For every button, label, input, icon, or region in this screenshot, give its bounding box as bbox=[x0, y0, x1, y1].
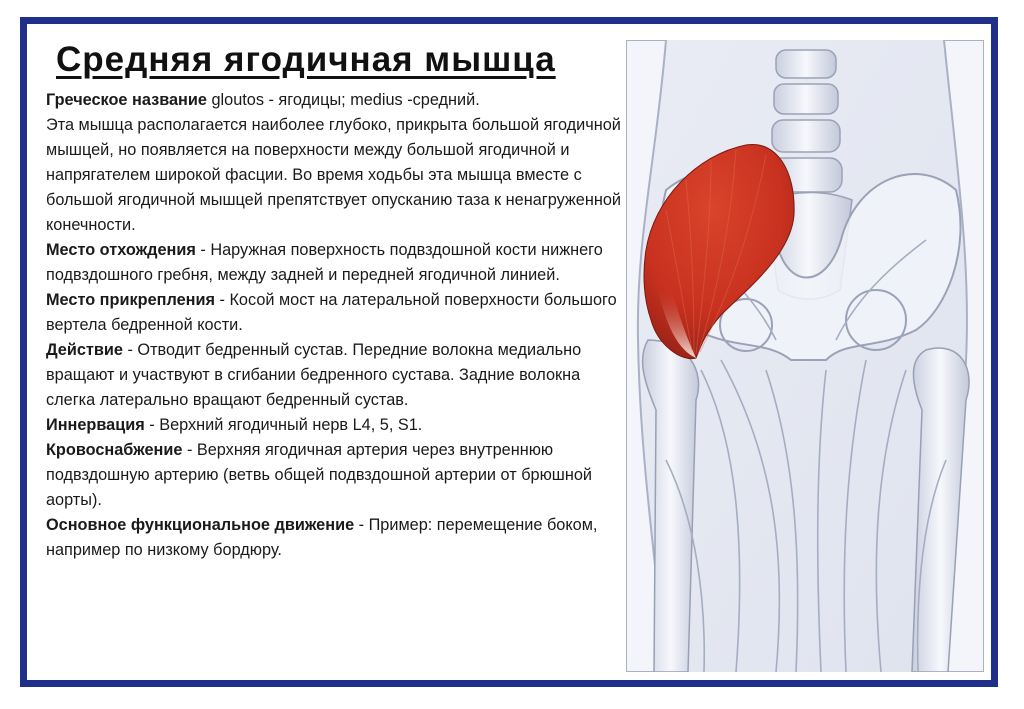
text-functional-movement: - Пример: перемещение боком, например по низкому бордюру. bbox=[46, 516, 598, 559]
anatomy-illustration bbox=[626, 40, 984, 672]
paragraph-blood-supply bbox=[46, 438, 628, 513]
text-blood-supply: - Верхняя ягодичная артерия через внутреннюю подвздошную артерию (ветвь общей подвздошной артерии от брюшной аорты). bbox=[46, 441, 592, 509]
text-origin: - Наружная поверхность подвздошной кости нижнего подвздошного гребня, между задней и передней ягодичной линией. bbox=[46, 241, 603, 284]
label-action: Действие bbox=[46, 341, 123, 359]
description-text bbox=[46, 88, 628, 563]
page-title: Средняя ягодичная мышца bbox=[56, 40, 556, 79]
paragraph-origin bbox=[46, 238, 628, 288]
paragraph-action bbox=[46, 338, 628, 413]
paragraph-greek-name bbox=[46, 88, 628, 238]
label-functional-movement: Основное функциональное движение bbox=[46, 516, 355, 534]
text-innervation: - Верхний ягодичный нерв L4, 5, S1. bbox=[144, 416, 423, 434]
paragraph-innervation bbox=[46, 413, 628, 438]
label-greek-name: Греческое название bbox=[46, 91, 207, 109]
paragraph-insertion bbox=[46, 288, 628, 338]
text-action: - Отводит бедренный сустав. Передние волокна медиально вращают и участвуют в сгибании бедренного сустава. Задние волокна слегка латерально вращают бедренный сустав. bbox=[46, 341, 582, 409]
label-origin: Место отхождения bbox=[46, 241, 196, 259]
text-insertion: - Косой мост на латеральной поверхности большого вертела бедренной кости. bbox=[46, 291, 617, 334]
paragraph-functional-movement bbox=[46, 513, 628, 563]
label-blood-supply: Кровоснабжение bbox=[46, 441, 183, 459]
label-innervation: Иннервация bbox=[46, 416, 145, 434]
text-greek-name: gloutos - ягодицы; medius -средний. Эта мышца располагается наиболее глубоко, прикрыта большой ягодичной мышцей, но появляется на поверхности между большой ягодичной и напрягателем широкой фасции. Во время ходьбы эта мышца вместе с большой ягодичной мышцей препятствует опусканию таза к ненагруженной конечности. bbox=[46, 91, 621, 234]
label-insertion: Место прикрепления bbox=[46, 291, 215, 309]
